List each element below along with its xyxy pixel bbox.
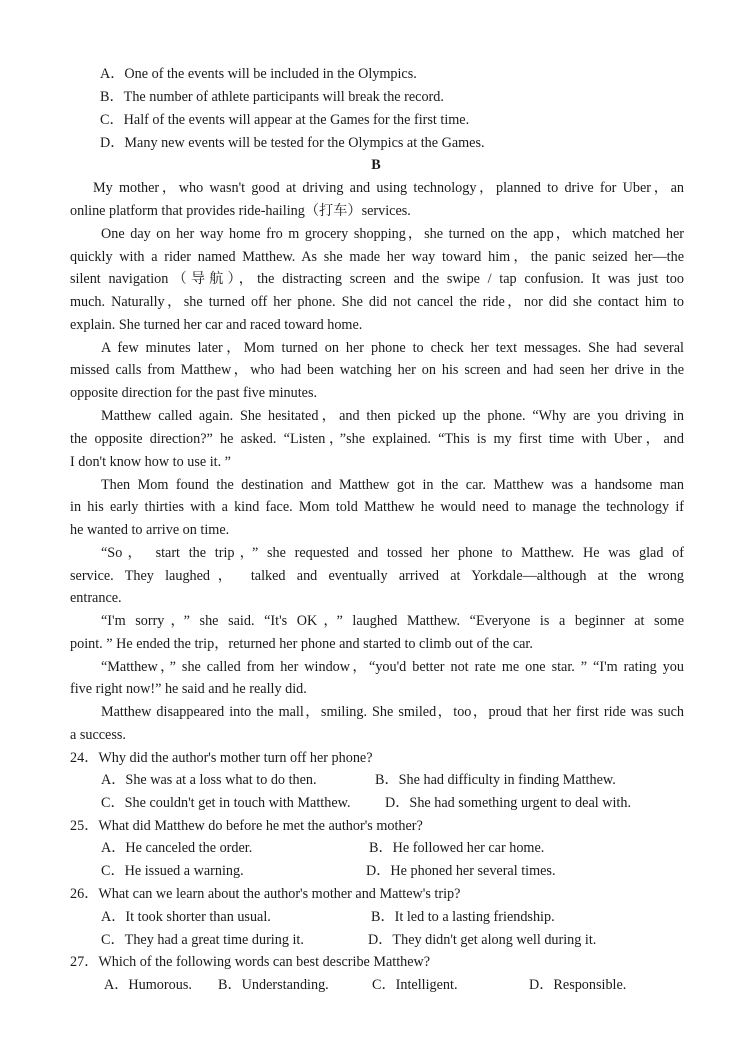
passage-line: online platform that provides ride-hailing（打车）services. <box>70 203 411 219</box>
question-26-option-a: A．It took shorter than usual. <box>101 909 271 925</box>
prev-option-c: C．Half of the events will appear at the Games for the first time. <box>100 112 470 128</box>
passage-line: the opposite direction?” he asked. “Listen，”she explained. “This is my first time with Uber，and <box>70 431 684 447</box>
prev-option-b: B．The number of athlete participants will break the record. <box>100 89 444 105</box>
passage-line: opposite direction for the past five minutes. <box>70 385 318 401</box>
passage-line: point. ” He ended the trip，returned her phone and started to climb out of the car. <box>70 636 533 652</box>
passage-line: One day on her way home fro m grocery shopping，she turned on the app，which matched her <box>101 226 684 242</box>
passage-line: a success. <box>70 727 126 743</box>
passage-line: in his early thirties with a kind face. Mom told Matthew he would need to manage the technology if <box>70 499 684 515</box>
question-26-option-b: B．It led to a lasting friendship. <box>371 909 555 925</box>
passage-line: “I'm sorry，” she said. “It's OK，” laughed Matthew. “Everyone is a beginner at some <box>101 613 684 629</box>
passage-line: much. Naturally，she turned off her phone. She did not cancel the ride，nor did she contact him to <box>70 294 684 310</box>
passage-line: entrance. <box>70 590 122 606</box>
question-26-stem: 26．What can we learn about the author's mother and Mattew's trip? <box>70 886 461 902</box>
passage-line: Then Mom found the destination and Matthew got in the car. Matthew was a handsome man <box>101 477 684 493</box>
passage-line: five right now!” he said and he really did. <box>70 681 307 697</box>
question-27-stem: 27．Which of the following words can best describe Matthew? <box>70 954 431 970</box>
passage-line: service. They laughed， talked and eventually arrived at Yorkdale—although at the wrong <box>70 568 684 584</box>
question-25-option-d: D．He phoned her several times. <box>366 863 556 879</box>
passage-line: silent navigation（导航），the distracting screen and the swipe / tap confusion. It was just too <box>70 271 684 287</box>
passage-line: he wanted to arrive on time. <box>70 522 230 538</box>
passage-line: Matthew disappeared into the mall，smiling. She smiled，too，proud that her first ride was such <box>101 704 684 720</box>
passage-line: A few minutes later，Mom turned on her phone to check her text messages. She had several <box>101 340 684 356</box>
question-27-option-a: A．Humorous. <box>104 977 192 993</box>
passage-line: I don't know how to use it. ” <box>70 454 231 470</box>
question-24-option-c: C．She couldn't get in touch with Matthew. <box>101 795 351 811</box>
passage-line: missed calls from Matthew，who had been watching her on his screen and had seen her drive in the <box>70 362 684 378</box>
prev-option-d: D．Many new events will be tested for the Olympics at the Games. <box>100 135 485 151</box>
passage-line: quickly with a rider named Matthew. As she made her way toward him，the panic seized her—the <box>70 249 684 265</box>
question-24-option-b: B．She had difficulty in finding Matthew. <box>375 772 616 788</box>
question-24-option-d: D．She had something urgent to deal with. <box>385 795 632 811</box>
passage-line: “So， start the trip，” she requested and tossed her phone to Matthew. He was glad of <box>101 545 684 561</box>
question-27-option-b: B．Understanding. <box>218 977 329 993</box>
passage-line: Matthew called again. She hesitated，and then picked up the phone. “Why are you driving in <box>101 408 684 424</box>
prev-option-a: A．One of the events will be included in the Olympics. <box>100 66 417 82</box>
question-25-stem: 25．What did Matthew do before he met the author's mother? <box>70 818 423 834</box>
question-25-option-a: A．He canceled the order. <box>101 840 253 856</box>
question-26-option-d: D．They didn't get along well during it. <box>368 932 597 948</box>
passage-line: explain. She turned her car and raced toward home. <box>70 317 363 333</box>
passage-line: “Matthew，” she called from her window，“you'd better not rate me one star. ” “I'm rating you <box>101 659 684 675</box>
question-25-option-b: B．He followed her car home. <box>369 840 545 856</box>
passage-line: My mother，who wasn't good at driving and using technology，planned to drive for Uber，an <box>93 180 684 196</box>
question-26-option-c: C．They had a great time during it. <box>101 932 304 948</box>
question-27-option-c: C．Intelligent. <box>372 977 458 993</box>
question-27-option-d: D．Responsible. <box>529 977 627 993</box>
question-24-option-a: A．She was at a loss what to do then. <box>101 772 317 788</box>
question-25-option-c: C．He issued a warning. <box>101 863 244 879</box>
question-24-stem: 24．Why did the author's mother turn off her phone? <box>70 750 373 766</box>
section-heading: B <box>371 157 381 173</box>
